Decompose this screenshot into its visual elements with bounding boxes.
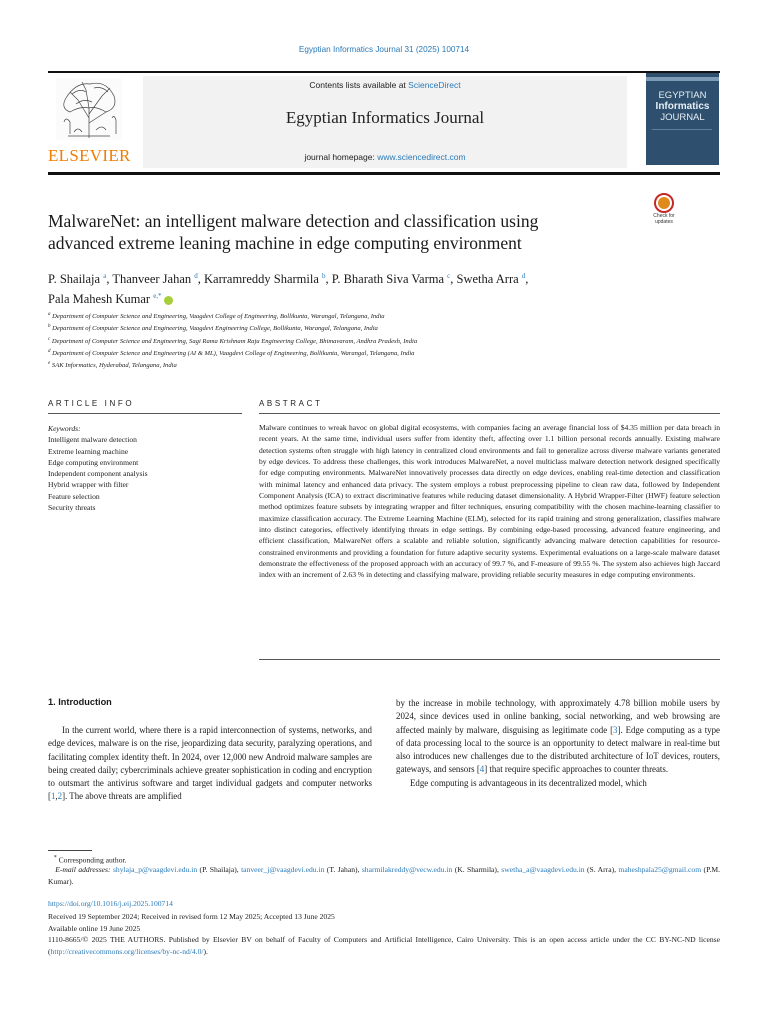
affiliation-text: Department of Computer Science and Engineering (AI & ML), Vaagdevi College of Engineering, Bollikunta, Warangal, Telangana, India — [52, 350, 415, 358]
cover-title — [646, 90, 719, 123]
author-list: P. Shailaja $^a$, Thanveer Jahan $^d$, Karramreddy Sharmila $^b$, P. Bharath Siva Varma $^c$, Swetha Arra $^d$, Pala Mahesh Kumar $^{e,*}$ — [48, 272, 529, 307]
affiliation-item — [48, 347, 720, 359]
citation-3[interactable]: 3 — [613, 724, 618, 735]
affiliation-text: SAK Informatics, Hyderabad, Telangana, India — [51, 362, 177, 370]
intro-p2-text: by the increase in mobile technology, with approximately 4.78 billion mobile users by 2024, since devices used in online banking, social networking, and web browsing are affected mainly by malware, disguising as legitimate code [ — [396, 698, 720, 735]
author-affiliation-marker[interactable]: c — [447, 272, 451, 280]
affiliation-marker: e — [48, 361, 51, 367]
footnote-rule — [48, 850, 92, 851]
keyword-item: Extreme learning machine — [48, 446, 129, 456]
doi-line — [48, 898, 720, 910]
email-addresses — [48, 864, 720, 888]
journal-cover-thumbnail[interactable] — [646, 73, 719, 165]
author-name[interactable]: P. Shailaja — [48, 272, 101, 287]
orcid-icon[interactable] — [164, 296, 173, 305]
introduction-heading: 1. Introduction — [48, 697, 112, 707]
email-link[interactable]: maheshpala25@gmail.com — [618, 865, 702, 874]
author-affiliation-marker[interactable]: b — [322, 272, 326, 280]
article-info-heading: ARTICLE INFO — [48, 399, 135, 408]
intro-paragraph-1 — [48, 724, 372, 804]
corresponding-author-text: Corresponding author. — [58, 855, 127, 865]
license-text: 1110-8665/© 2025 THE AUTHORS. Published by Elsevier BV on behalf of Faculty of Computers and Artificial Intelligence, Cairo University. This is an open access article under the CC BY-NC-ND license ( — [48, 935, 720, 956]
homepage-link[interactable]: www.sciencedirect.com — [377, 152, 466, 162]
email-owner: (P. Shailaja), — [197, 865, 242, 874]
citation-separator: , — [55, 791, 58, 802]
article-title: MalwareNet: an intelligent malware detection and classification using advanced extreme leaning machine in edge computing environment — [48, 211, 539, 253]
email-link[interactable]: sharmilakreddy@vecw.edu.in — [361, 865, 453, 874]
affiliation-marker: a — [48, 312, 51, 317]
keywords-block — [48, 423, 242, 513]
keyword-item: Security threats — [48, 503, 96, 513]
affiliation-item — [48, 322, 720, 334]
homepage-prefix: journal homepage: — [304, 152, 378, 162]
elsevier-tree-icon — [56, 78, 122, 140]
author-affiliation-marker[interactable]: a — [103, 272, 107, 280]
affiliation-item — [48, 310, 720, 322]
intro-p2-tail: ] that require specific approaches to counter threats. — [484, 764, 669, 775]
body-column-right — [396, 697, 720, 790]
author-affiliation-marker[interactable]: d — [194, 272, 198, 280]
email-owner: (T. Jahan), — [324, 865, 362, 874]
affiliation-marker: c — [48, 336, 51, 342]
affiliation-marker: d — [48, 348, 51, 354]
email-link[interactable]: tanveer_j@vaagdevi.edu.in — [241, 865, 325, 874]
sciencedirect-link[interactable]: ScienceDirect — [408, 80, 461, 90]
intro-p2-text-b: ]. Edge computing as a type of data processing local to the source is an opportunity to detect malware in real-time but also introduces new challenges due to the distributed architecture of IoT devices, routers, gateways, and sensors [ — [396, 724, 720, 775]
intro-p1-tail: ]. The above threats are amplified — [62, 791, 182, 802]
author-affiliation-marker[interactable]: e,* — [153, 292, 162, 301]
citation-4[interactable]: 4 — [479, 764, 485, 775]
check-for-updates-badge[interactable] — [648, 193, 680, 227]
journal-title: Egyptian Informatics Journal — [285, 108, 485, 127]
elsevier-logo[interactable] — [48, 78, 130, 164]
check-updates-text-1: Check for — [653, 213, 675, 219]
keyword-item: Edge computing environment — [48, 457, 139, 467]
affiliation-marker: b — [48, 324, 51, 330]
author-name[interactable]: Karramreddy Sharmila — [204, 272, 319, 287]
keyword-item: Intelligent malware detection — [48, 435, 137, 445]
affiliation-text: Department of Computer Science and Engineering, Vaagdevi College of Engineering, Bollikunta, Warangal, Telangana, India — [52, 313, 385, 321]
license-tail: ). — [203, 947, 208, 956]
author-name[interactable]: P. Bharath Siva Varma — [331, 272, 445, 287]
keywords-label: Keywords: — [48, 424, 81, 433]
intro-p1-text: In the current world, where there is a rapid interconnection of systems, networks, and edge devices, malware is on the rise, jeopardizing data security, paralyzing operations, and facilitating complex identity theft. In 2024, over 12,000 new Android malware samples are being created daily; cybercriminals achieve greater sophistication in coding and encryption to outsmart the antivirus software and target individual gadgets and computer networks [ — [48, 725, 372, 802]
doi-link[interactable]: https://doi.org/10.1016/j.eij.2025.100714 — [48, 899, 173, 908]
body-column-left — [48, 724, 372, 804]
affiliation-list — [48, 310, 720, 371]
received-dates: Received 19 September 2024; Received in revised form 12 May 2025; Accepted 13 June 2025 — [48, 912, 335, 921]
check-updates-bookmark-icon — [658, 197, 670, 209]
article-info-rule — [48, 413, 242, 414]
keywords-list — [48, 434, 242, 513]
cover-line-1: EGYPTIAN — [658, 90, 707, 101]
citation-1[interactable]: 1 — [50, 791, 56, 802]
keyword-item: Feature selection — [48, 491, 100, 501]
journal-homepage-line — [143, 152, 627, 162]
email-link[interactable]: swetha_a@vaagdevi.edu.in — [501, 865, 585, 874]
available-online-date: Available online 19 June 2025 — [48, 924, 141, 933]
author-name[interactable]: Pala Mahesh Kumar — [48, 292, 151, 307]
cover-line-3: JOURNAL — [660, 112, 705, 123]
header-top-rule — [48, 71, 720, 73]
abstract-heading: ABSTRACT — [259, 399, 323, 408]
email-link[interactable]: shylaja_p@vaagdevi.edu.in — [112, 865, 198, 874]
journal-reference[interactable]: Egyptian Informatics Journal 31 (2025) 100714 — [298, 45, 470, 54]
license-statement — [48, 934, 720, 958]
contents-list-line — [143, 80, 627, 90]
elsevier-wordmark: ELSEVIER — [48, 146, 131, 165]
intro-paragraph-1-continued — [396, 697, 720, 777]
abstract-bottom-rule — [259, 659, 720, 660]
check-updates-text — [648, 214, 680, 225]
intro-paragraph-2: Edge computing is advantageous in its decentralized model, which — [410, 777, 647, 788]
email-owner: (K. Sharmila), — [452, 865, 502, 874]
journal-banner — [143, 76, 627, 168]
author-affiliation-marker[interactable]: d — [521, 272, 526, 280]
corresponding-author-note: * Corresponding author. — [53, 855, 127, 865]
citation-2[interactable]: 2 — [57, 791, 63, 802]
abstract-rule — [259, 413, 720, 414]
cover-line-2: Informatics — [655, 101, 710, 112]
contents-prefix: Contents lists available at — [309, 80, 409, 90]
email-owner: (P.M. Kumar). — [48, 865, 720, 886]
affiliation-text: Department of Computer Science and Engineering, Sagi Rama Krishnam Raju Engineering College, Bhimavaram, Andhra Pradesh, India — [51, 337, 418, 345]
keyword-item: Hybrid wrapper with filter — [48, 480, 129, 490]
author-name[interactable]: Swetha Arra — [456, 272, 519, 287]
keyword-item: Independent component analysis — [48, 469, 148, 479]
email-owner: (S. Arra), — [584, 865, 619, 874]
check-updates-text-2: updates — [655, 218, 673, 225]
cover-stripe — [646, 77, 719, 81]
abstract-text: Malware continues to wreak havoc on global digital ecosystems, with companies facing an average financial loss of $4.35 million per data breach in recent years. At the same time, individual users suffer from identity theft, affecting over 1.1 billion personal records annually. Existing malware detection systems often struggle with high latency in centralized cloud environments and fail to generalize across diverse malware variants generated by edge devices. To address these challenges, this work introduces MalwareNet, a novel multiclass malware detection network designed specifically for edge computing environments. MalwareNet innovatively processes data directly on edge devices, enabling real-time detection and classification with minimal latency and enhanced data privacy. The system employs a robust preprocessing pipeline to clean raw data, followed by Independent Component Analysis (ICA) to extract discriminative features while reducing dataset dimensionality. A Hybrid Wrapper-Filter (HWF) feature selection method optimizes feature subsets by integrating wrapper and filter techniques, ensuring compatibility with the chosen machine-learning classifier to maximize classification accuracy. The Extreme Learning Machine (ELM), selected for its rapid training and strong generalization, classifies malware into distinct categories, effectively identifying threats in edge settings. By combining edge-based processing, advanced feature engineering, and efficient classification, MalwareNet offers a scalable and reliable solution, significantly advancing malware detection capabilities for resource-constrained environments and providing a foundation for future adaptive security systems. Experimental evaluations on a large-scale malware dataset demonstrate the effectiveness of the proposed approach with an accuracy of 99.7 %, and F-measure of 99.55 %. The system also achieves high Jaccard index with an increment of 2.63 % in detecting and classifying malware, providing reliable security measures in edge computing environments. — [259, 423, 720, 580]
affiliation-text: Department of Computer Science and Engineering, Vaagdevi Engineering College, Bollikunta, Warangal, Telangana, India — [52, 325, 378, 333]
header-bottom-rule — [48, 172, 720, 175]
author-name[interactable]: Thanveer Jahan — [112, 272, 192, 287]
license-link[interactable]: http://creativecommons.org/licenses/by-nc-nd/4.0/ — [50, 947, 204, 956]
affiliation-item — [48, 335, 720, 347]
cover-decoration — [652, 129, 712, 160]
affiliation-item — [48, 359, 720, 371]
email-label: E-mail addresses: — [55, 865, 111, 874]
